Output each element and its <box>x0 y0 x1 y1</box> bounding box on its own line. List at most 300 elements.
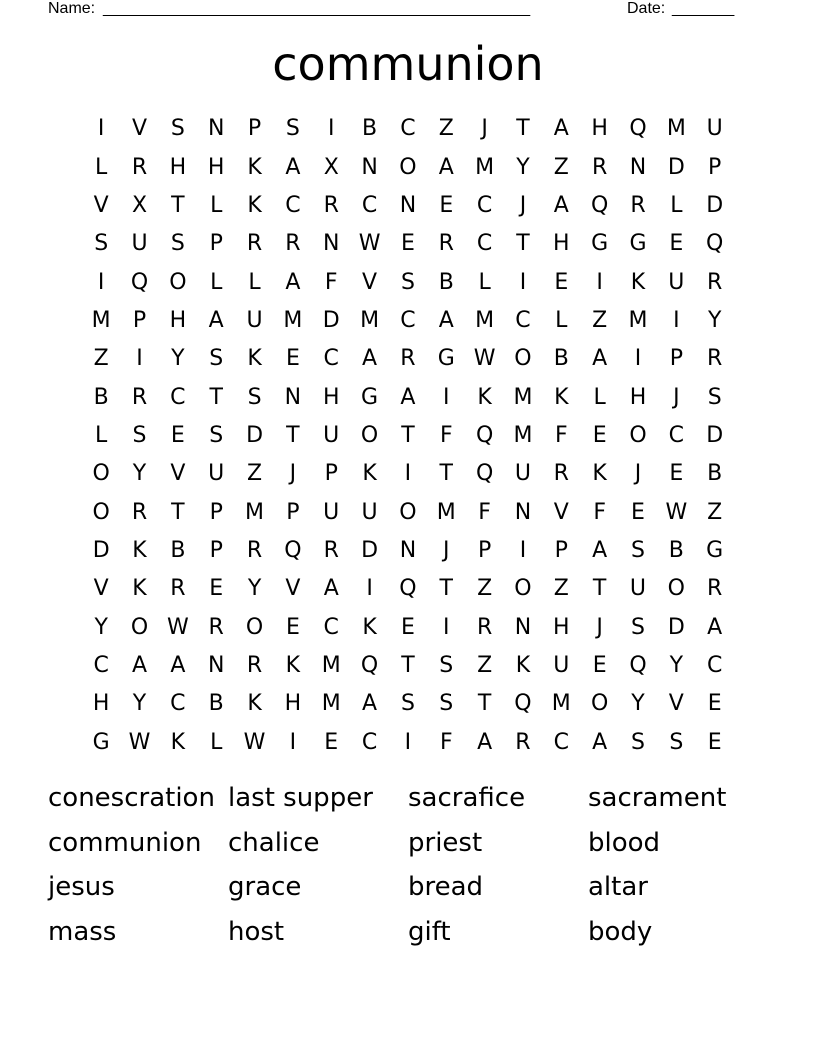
grid-letter: N <box>399 537 417 563</box>
grid-letter: D <box>706 192 724 218</box>
grid-letter: Y <box>707 307 722 333</box>
grid-row <box>82 148 734 186</box>
grid-letter: M <box>475 307 495 333</box>
grid-letter: R <box>707 576 723 602</box>
grid-letter: S <box>247 384 262 410</box>
grid-letter: K <box>362 614 377 640</box>
grid-letter: N <box>514 499 532 525</box>
grid-letter: A <box>208 307 224 333</box>
grid-letter: S <box>400 269 415 295</box>
grid-letter: S <box>707 384 722 410</box>
grid-letter: S <box>631 614 645 640</box>
grid-letter: V <box>93 192 109 218</box>
grid-letter: S <box>170 231 185 257</box>
grid-letter: M <box>321 691 341 717</box>
word-bank-item: host <box>228 917 285 948</box>
grid-row <box>82 263 734 301</box>
grid-letter: A <box>707 614 723 640</box>
grid-letter: S <box>439 691 454 717</box>
grid-letter: M <box>245 499 265 525</box>
grid-letter: C <box>170 691 186 717</box>
grid-letter: U <box>361 499 378 525</box>
grid-letter: H <box>591 116 608 142</box>
word-bank-item: priest <box>408 827 483 858</box>
grid-letter: J <box>519 192 527 218</box>
grid-letter: Z <box>247 461 263 487</box>
grid-letter: M <box>513 384 533 410</box>
grid-letter: M <box>628 307 648 333</box>
grid-letter: S <box>132 422 147 448</box>
grid-letter: Y <box>171 346 185 372</box>
grid-row <box>82 110 734 148</box>
grid-letter: A <box>362 691 378 717</box>
grid-letter: O <box>92 499 110 525</box>
grid-letter: B <box>93 384 109 410</box>
grid-letter: E <box>592 422 607 448</box>
grid-letter: I <box>443 614 450 640</box>
grid-letter: S <box>669 729 684 755</box>
grid-letter: D <box>92 537 110 563</box>
grid-letter: T <box>286 422 300 448</box>
grid-letter: C <box>553 729 569 755</box>
grid-letter: G <box>591 231 609 257</box>
word-bank-item: sacrament <box>588 783 727 813</box>
grid-letter: E <box>669 461 684 487</box>
grid-letter: A <box>131 652 148 678</box>
grid-row <box>82 532 734 570</box>
grid-letter: Q <box>360 652 379 678</box>
grid-letter: E <box>324 729 339 755</box>
grid-letter: O <box>590 691 609 717</box>
grid-letter: W <box>128 729 151 755</box>
grid-letter: Q <box>590 192 609 218</box>
grid-letter: T <box>516 116 530 142</box>
grid-letter: R <box>208 614 224 640</box>
grid-letter: I <box>289 729 297 755</box>
grid-letter: Z <box>477 576 493 602</box>
grid-letter: K <box>132 576 147 602</box>
grid-letter: T <box>209 384 223 410</box>
grid-letter: D <box>667 154 685 180</box>
grid-letter: N <box>284 384 302 410</box>
grid-letter: L <box>670 192 683 218</box>
grid-letter: J <box>673 384 680 410</box>
grid-letter: I <box>136 346 143 372</box>
grid-letter: S <box>285 116 300 142</box>
grid-letter: X <box>323 154 339 180</box>
grid-letter: A <box>170 652 186 678</box>
grid-letter: Z <box>553 576 569 602</box>
grid-letter: K <box>247 691 262 717</box>
grid-letter: E <box>631 499 645 525</box>
grid-letter: N <box>629 154 647 180</box>
grid-letter: O <box>514 576 532 602</box>
grid-letter: N <box>323 231 340 257</box>
grid-letter: P <box>708 154 722 180</box>
grid-letter: R <box>515 729 531 755</box>
grid-letter: W <box>243 729 266 755</box>
grid-letter: A <box>553 192 569 218</box>
grid-letter: R <box>246 231 263 257</box>
grid-letter: Y <box>94 614 108 640</box>
grid-letter: A <box>592 537 608 563</box>
grid-letter: I <box>366 576 373 602</box>
grid-letter: S <box>631 729 645 755</box>
grid-letter: C <box>515 307 531 333</box>
grid-letter: C <box>476 231 493 257</box>
word-bank-item: sacrafice <box>408 783 526 813</box>
grid-letter: Y <box>132 461 147 487</box>
grid-letter: O <box>399 499 417 525</box>
date-field-blank: _______ <box>672 0 735 17</box>
grid-letter: R <box>707 346 723 372</box>
grid-letter: D <box>667 614 685 640</box>
grid-letter: G <box>361 384 379 410</box>
header-line <box>48 0 748 20</box>
grid-letter: R <box>131 154 148 180</box>
grid-letter: C <box>361 192 378 218</box>
grid-letter: N <box>361 154 378 180</box>
grid-letter: C <box>400 307 416 333</box>
grid-letter: U <box>323 499 340 525</box>
grid-letter: X <box>131 192 148 218</box>
grid-letter: M <box>436 499 456 525</box>
grid-letter: U <box>131 231 148 257</box>
grid-letter: U <box>706 116 723 142</box>
grid-letter: M <box>513 422 533 448</box>
grid-letter: U <box>553 652 570 678</box>
grid-letter: U <box>208 461 225 487</box>
grid-letter: B <box>170 537 186 563</box>
word-bank-item: blood <box>588 827 661 858</box>
grid-letter: I <box>97 269 105 295</box>
grid-letter: P <box>247 116 262 142</box>
grid-letter: C <box>285 192 301 218</box>
grid-letter: R <box>476 614 493 640</box>
grid-row <box>82 417 734 455</box>
grid-letter: K <box>247 154 262 180</box>
grid-letter: A <box>438 307 454 333</box>
grid-letter: S <box>209 346 224 372</box>
grid-letter: Q <box>284 537 302 563</box>
grid-letter: T <box>439 576 453 602</box>
grid-letter: M <box>321 652 341 678</box>
grid-letter: T <box>516 231 530 257</box>
grid-letter: E <box>707 729 722 755</box>
grid-letter: R <box>707 269 723 295</box>
grid-row <box>82 570 734 608</box>
grid-letter: U <box>668 269 685 295</box>
word-bank <box>48 778 768 957</box>
grid-letter: I <box>97 116 105 142</box>
grid-letter: T <box>592 576 607 602</box>
grid-letter: F <box>324 269 338 295</box>
grid-letter: C <box>400 116 416 142</box>
grid-letter: O <box>667 576 685 602</box>
grid-letter: I <box>673 307 680 333</box>
grid-letter: Y <box>631 691 645 717</box>
grid-row <box>82 647 734 685</box>
grid-letter: W <box>358 231 381 257</box>
grid-letter: A <box>362 346 378 372</box>
grid-letter: S <box>94 231 109 257</box>
grid-letter: Y <box>669 652 684 678</box>
grid-letter: B <box>208 691 224 717</box>
grid-letter: R <box>246 652 263 678</box>
grid-letter: A <box>285 154 301 180</box>
grid-letter: G <box>437 346 455 372</box>
grid-letter: Z <box>438 116 454 142</box>
grid-letter: D <box>706 422 724 448</box>
grid-letter: E <box>669 231 684 257</box>
grid-row <box>82 378 734 416</box>
grid-letter: O <box>245 614 264 640</box>
grid-letter: Q <box>399 576 417 602</box>
word-bank-item: communion <box>48 827 202 858</box>
grid-letter: A <box>553 116 569 142</box>
grid-letter: K <box>630 269 646 295</box>
grid-letter: M <box>283 307 303 333</box>
grid-letter: A <box>438 154 454 180</box>
grid-letter: E <box>285 346 300 372</box>
grid-letter: P <box>209 499 223 525</box>
grid-letter: P <box>132 307 147 333</box>
grid-letter: U <box>323 422 340 448</box>
grid-letter: V <box>93 576 109 602</box>
grid-letter: N <box>207 116 225 142</box>
grid-letter: W <box>665 499 688 525</box>
grid-letter: J <box>596 614 603 640</box>
grid-row <box>82 493 734 531</box>
grid-letter: F <box>478 499 491 525</box>
grid-letter: P <box>286 499 300 525</box>
grid-letter: E <box>170 422 185 448</box>
grid-letter: Z <box>93 346 109 372</box>
grid-letter: E <box>554 269 569 295</box>
grid-letter: C <box>323 614 339 640</box>
grid-letter: O <box>629 422 647 448</box>
grid-letter: T <box>401 652 415 678</box>
grid-letter: Z <box>553 154 569 180</box>
grid-letter: L <box>478 269 491 295</box>
grid-letter: O <box>130 614 149 640</box>
word-bank-item: grace <box>228 872 302 903</box>
grid-letter: Q <box>130 269 149 295</box>
grid-letter: C <box>323 346 339 372</box>
grid-letter: F <box>439 422 453 448</box>
grid-letter: V <box>362 269 378 295</box>
grid-letter: M <box>91 307 111 333</box>
grid-letter: L <box>210 192 223 218</box>
grid-letter: V <box>668 691 684 717</box>
grid-letter: H <box>92 691 110 717</box>
grid-letter: P <box>554 537 568 563</box>
grid-letter: P <box>669 346 683 372</box>
name-label: Name: <box>48 0 96 17</box>
grid-letter: Z <box>592 307 608 333</box>
grid-letter: I <box>519 537 527 563</box>
grid-letter: Q <box>514 691 532 717</box>
grid-letter: B <box>553 346 569 372</box>
grid-letter: K <box>362 461 377 487</box>
grid-letter: P <box>477 537 492 563</box>
grid-letter: B <box>668 537 684 563</box>
grid-letter: G <box>92 729 110 755</box>
grid-letter: L <box>95 422 108 448</box>
grid-letter: K <box>247 192 262 218</box>
grid-letter: Y <box>516 154 530 180</box>
grid-row <box>82 724 734 762</box>
grid-letter: K <box>170 729 186 755</box>
grid-letter: Q <box>475 422 494 448</box>
grid-letter: O <box>360 422 379 448</box>
grid-letter: L <box>555 307 568 333</box>
grid-letter: G <box>629 231 647 257</box>
grid-letter: L <box>593 384 606 410</box>
grid-letter: R <box>246 537 263 563</box>
grid-row <box>82 455 734 493</box>
grid-letter: C <box>170 384 186 410</box>
grid-letter: W <box>473 346 496 372</box>
grid-letter: N <box>399 192 417 218</box>
grid-letter: I <box>519 269 527 295</box>
grid-letter: A <box>477 729 493 755</box>
grid-letter: R <box>323 537 339 563</box>
word-bank-item: bread <box>408 872 484 903</box>
grid-letter: B <box>438 269 454 295</box>
grid-letter: C <box>668 422 685 448</box>
grid-letter: V <box>285 576 301 602</box>
grid-letter: Q <box>706 231 724 257</box>
word-bank-item: last supper <box>228 783 373 813</box>
grid-letter: M <box>551 691 571 717</box>
grid-letter: H <box>629 384 647 410</box>
grid-letter: B <box>362 116 378 142</box>
grid-letter: N <box>207 652 225 678</box>
grid-letter: H <box>322 384 340 410</box>
word-bank-item: gift <box>408 917 451 948</box>
grid-letter: E <box>707 691 722 717</box>
grid-letter: Y <box>132 691 147 717</box>
grid-letter: D <box>361 537 379 563</box>
grid-letter: K <box>132 537 147 563</box>
grid-letter: R <box>591 154 608 180</box>
date-label: Date: <box>627 0 666 17</box>
grid-row <box>82 608 734 646</box>
grid-letter: Q <box>629 652 647 678</box>
grid-letter: H <box>553 614 570 640</box>
grid-letter: M <box>666 116 686 142</box>
letter-grid <box>82 110 734 762</box>
grid-letter: L <box>210 269 223 295</box>
grid-letter: K <box>477 384 492 410</box>
grid-letter: L <box>210 729 223 755</box>
grid-letter: C <box>93 652 109 678</box>
grid-letter: M <box>475 154 495 180</box>
grid-letter: U <box>246 307 263 333</box>
grid-row <box>82 685 734 723</box>
grid-letter: R <box>131 499 148 525</box>
grid-letter: K <box>592 461 607 487</box>
grid-letter: R <box>323 192 339 218</box>
grid-letter: S <box>631 537 645 563</box>
grid-letter: M <box>360 307 380 333</box>
grid-letter: H <box>284 691 302 717</box>
grid-letter: R <box>438 231 454 257</box>
grid-letter: L <box>248 269 261 295</box>
grid-letter: S <box>439 652 454 678</box>
grid-letter: L <box>95 154 108 180</box>
grid-letter: T <box>171 192 185 218</box>
grid-letter: S <box>170 116 185 142</box>
grid-letter: K <box>285 652 301 678</box>
grid-letter: O <box>399 154 417 180</box>
grid-letter: K <box>554 384 569 410</box>
grid-letter: R <box>553 461 569 487</box>
grid-letter: R <box>400 346 416 372</box>
grid-letter: E <box>592 652 607 678</box>
grid-letter: O <box>92 461 110 487</box>
word-bank-item: jesus <box>48 872 115 903</box>
grid-letter: N <box>514 614 532 640</box>
grid-letter: R <box>285 231 301 257</box>
grid-letter: T <box>439 461 453 487</box>
grid-letter: O <box>514 346 532 372</box>
grid-letter: H <box>169 307 187 333</box>
grid-letter: E <box>209 576 224 602</box>
grid-letter: P <box>209 537 223 563</box>
grid-letter: I <box>327 116 335 142</box>
grid-letter: A <box>592 346 608 372</box>
grid-letter: R <box>131 384 148 410</box>
grid-letter: W <box>166 614 189 640</box>
grid-row <box>82 340 734 378</box>
grid-letter: J <box>634 461 642 487</box>
grid-letter: Q <box>475 461 494 487</box>
grid-row <box>82 187 734 225</box>
grid-letter: U <box>514 461 531 487</box>
grid-letter: T <box>477 691 492 717</box>
name-field-blank: ________________________________________________ <box>103 0 531 17</box>
grid-letter: I <box>596 269 603 295</box>
grid-letter: S <box>400 691 415 717</box>
grid-letter: H <box>553 231 570 257</box>
grid-letter: B <box>707 461 723 487</box>
grid-letter: F <box>554 422 568 448</box>
grid-letter: Q <box>629 116 647 142</box>
grid-letter: I <box>634 346 642 372</box>
grid-letter: R <box>630 192 646 218</box>
grid-letter: F <box>439 729 453 755</box>
grid-letter: K <box>515 652 531 678</box>
grid-letter: A <box>285 269 301 295</box>
grid-letter: I <box>443 384 450 410</box>
grid-letter: U <box>629 576 647 602</box>
grid-letter: R <box>170 576 186 602</box>
grid-row <box>82 225 734 263</box>
grid-letter: I <box>404 461 412 487</box>
grid-letter: D <box>246 422 264 448</box>
page-title: communion <box>272 37 544 91</box>
word-bank-item: body <box>588 917 653 948</box>
grid-letter: P <box>324 461 338 487</box>
word-bank-item: conescration <box>48 783 215 813</box>
grid-letter: A <box>400 384 416 410</box>
grid-letter: C <box>706 652 723 678</box>
grid-letter: T <box>171 499 185 525</box>
grid-letter: I <box>404 729 412 755</box>
grid-letter: O <box>169 269 187 295</box>
